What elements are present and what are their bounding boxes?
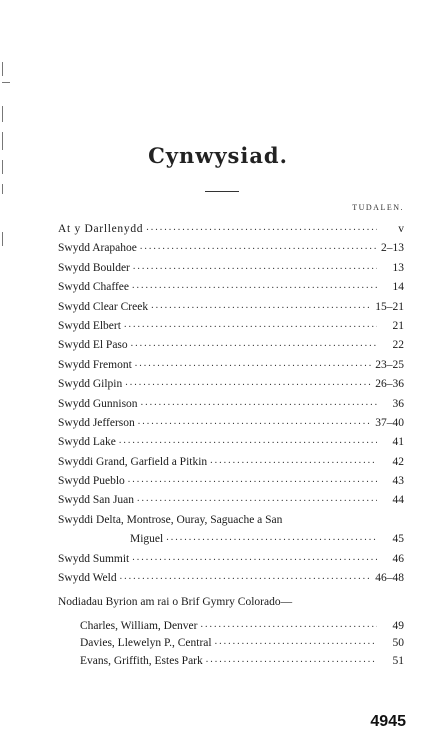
toc-entry-page: 44 [392,494,404,507]
dot-leader [135,357,372,371]
toc-entry [58,274,404,293]
notes-heading: Nodiadau Byrion am rai o Brif Gymry Colorado— [58,596,293,608]
toc-entry-label: Swydd Pueblo [58,475,125,488]
toc-entry-page: 23–25 [375,358,404,371]
dot-leader [201,618,378,632]
toc-entry [58,506,404,525]
dot-leader [140,240,377,254]
toc-entry-page: 21 [392,319,404,332]
toc-entry [58,254,404,273]
toc-entry [58,468,404,487]
table-of-contents [58,215,404,584]
dot-leader [125,376,372,390]
dot-leader [146,221,377,235]
dot-leader [215,635,377,649]
toc-entry-page: 2–13 [381,242,404,255]
dot-leader [133,260,377,274]
toc-entry-label: Swydd Lake [58,436,116,449]
dot-leader [119,434,377,448]
dot-leader [138,415,372,429]
toc-entry [58,293,404,312]
toc-entry [58,215,404,235]
toc-entry-label: Swydd Elbert [58,319,121,332]
notes-entry [80,649,404,667]
dot-leader [206,653,377,667]
toc-entry-label: Swydd Arapahoe [58,242,137,255]
dot-leader [124,318,377,332]
toc-entry-label: Swydd San Juan [58,494,135,507]
dot-leader [128,473,377,487]
toc-entry [58,371,404,390]
page-title: Cynwysiad. [148,143,288,168]
page-column-header: TUDALEN. [352,203,404,212]
dot-leader [131,337,377,351]
toc-entry-page: 36 [392,397,404,410]
dot-leader [210,454,377,468]
notes-entry-label: Evans, Griffith, Estes Park [80,654,203,667]
notes-entry-page: 51 [392,654,404,667]
toc-entry-label: Swydd Chaffee [58,281,130,294]
toc-entry-label: At y Darllenydd [58,223,144,235]
toc-entry [58,313,404,332]
toc-entry-label: Swydd Clear Creek [58,300,149,313]
dot-leader [120,570,373,584]
notes-entry-page: 49 [392,619,404,632]
toc-entry-label: Swydd Gunnison [58,397,138,410]
toc-entry [58,545,404,564]
dot-leader [151,299,372,313]
toc-entry [58,448,404,467]
toc-entry-page: 42 [392,455,404,468]
notes-entry-label: Davies, Llewelyn P., Central [80,637,212,649]
toc-entry-label: Swyddi Delta, Montrose, Ouray, Saguache a San [58,513,283,526]
toc-entry-page: v [398,223,404,235]
toc-entry-page: 43 [392,475,404,488]
toc-entry [58,332,404,351]
toc-entry-label: Swydd Fremont [58,358,132,371]
toc-entry [58,410,404,429]
toc-entry-label: Swydd Gilpin [58,378,123,391]
toc-entry-label: Swydd Jefferson [58,416,135,429]
notes-list [80,614,404,667]
toc-entry-page: 14 [392,281,404,294]
toc-entry-page: 46 [392,552,404,565]
toc-entry-page: 45 [392,533,404,546]
notes-entry-page: 50 [392,637,404,649]
notes-entry [80,614,404,632]
toc-entry-label: Swydd El Paso [58,339,128,352]
toc-entry [58,429,404,448]
toc-entry [58,351,404,370]
toc-entry [58,235,404,254]
toc-entry-page: 22 [392,339,404,352]
dot-leader [132,279,377,293]
catalog-stamp-number: 4945 [370,713,406,730]
toc-entry-page: 41 [392,436,404,449]
dot-leader [141,396,377,410]
toc-entry-label: Swyddi Grand, Garfield a Pitkin [58,455,208,468]
toc-entry-label: Swydd Boulder [58,261,130,274]
dot-leader [132,551,377,565]
toc-entry-label: Swydd Weld [58,572,117,585]
toc-entry-page: 26–36 [375,378,404,391]
notes-entry [80,632,404,650]
toc-entry-page: 13 [392,261,404,274]
toc-entry-page: 15–21 [375,300,404,313]
toc-entry-page: 37–40 [375,416,404,429]
notes-entry-label: Charles, William, Denver [80,619,198,632]
toc-entry [58,565,404,584]
toc-entry-label: Swydd Summit [58,552,130,565]
dot-leader [166,531,377,545]
toc-entry-continuation [58,526,404,545]
toc-entry [58,487,404,506]
toc-entry [58,390,404,409]
toc-entry-page: 46–48 [375,572,404,585]
dot-leader [137,492,377,506]
title-divider [205,191,239,192]
toc-entry-label: Miguel [130,533,164,546]
